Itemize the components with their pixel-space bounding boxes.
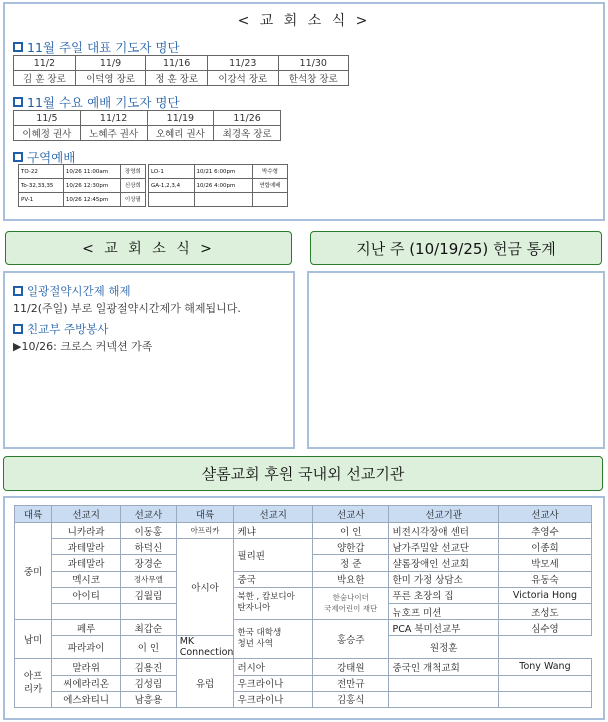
- church-news-mid-panel: [3, 271, 295, 449]
- table-row: 씨에라리온 김성림 우크라이나 전만규: [15, 675, 592, 691]
- table-row: 중미 니카라과 이동홍 아프리카 케냐 이 인 비전시각장애 센터 추영수: [15, 523, 592, 539]
- district-worship-right-table: [148, 164, 288, 207]
- church-news-title-bar: < 교 회 소 식 >: [5, 231, 292, 265]
- square-bullet-icon: [13, 286, 23, 296]
- table-row: 뉴호프 미션 조성도: [15, 603, 592, 619]
- district-row: TO-22 10/26 11:00am 장영희: [19, 165, 146, 179]
- dst-notice-text: 11/2(주일) 부로 일광절약시간제가 해제됩니다.: [13, 302, 241, 315]
- wednesday-names-row: 이혜정 권사 노혜주 권사 오혜리 권사 최경옥 장로: [14, 126, 281, 141]
- district-row: [149, 193, 288, 207]
- offering-panel: [307, 271, 605, 449]
- sunday-names-row: 김 훈 장로 이덕영 장로 정 훈 장로 이강석 장로 한석창 장로: [14, 71, 349, 86]
- table-row: 파라과이 이 인 MK Connection 원정훈: [15, 636, 592, 659]
- offering-title-bar: 지난 주 (10/19/25) 헌금 통계: [310, 231, 602, 265]
- district-worship-left-table: [18, 164, 146, 207]
- sunday-prayer-table: [13, 55, 349, 86]
- mission-header-row: 대륙 선교지 선교사 대륙 선교지 선교사 선교기관 선교사: [15, 506, 592, 523]
- sunday-dates-row: 11/2 11/9 11/16 11/23 11/30: [14, 56, 349, 71]
- mission-table: [14, 505, 592, 708]
- square-bullet-icon: [13, 324, 23, 334]
- table-row: 과테말라 장경순 정 준 샬롬장애인 선교회 박모세: [15, 555, 592, 571]
- district-row: GA-1,2,3,4 10/26 4:00pm 연합예배: [149, 179, 288, 193]
- table-row: 멕시코 정사무엘 중국 박요한 한미 가정 상담소 유동숙: [15, 571, 592, 587]
- wednesday-prayer-title: 11월 수요 예배 기도자 명단: [13, 93, 180, 111]
- church-news-top-panel: [3, 2, 605, 221]
- wednesday-prayer-table: [13, 110, 281, 141]
- district-row: To-32,33,35 10/26 12:30pm 신상희: [19, 179, 146, 193]
- district-row: PV-1 10/26 12:45pm 이상필: [19, 193, 146, 207]
- district-worship-title: 구역예배: [13, 148, 75, 166]
- kitchen-service-text: ▶10/26: 크로스 커넥션 가족: [13, 340, 153, 353]
- square-bullet-icon: [13, 152, 23, 162]
- table-row: 아프리카 말라위 김용진 유럽 러시아 강태원 중국인 개척교회 Tony Wang: [15, 659, 592, 675]
- square-bullet-icon: [13, 42, 23, 52]
- church-news-header: < 교 회 소 식 >: [237, 13, 371, 29]
- table-row: 에스와티니 남흥용 우크라이나 김홍식: [15, 691, 592, 707]
- kitchen-service-title: 친교부 주방봉사: [13, 321, 108, 337]
- square-bullet-icon: [13, 97, 23, 107]
- wednesday-dates-row: 11/5 11/12 11/19 11/26: [14, 111, 281, 126]
- table-row: 아이티 김월림 북한 , 캄보디아 탄자니아 한숨나이더 국제어린이 재단 푸른 초장의 집 Victoria Hong: [15, 587, 592, 603]
- mission-title-bar: 샬롬교회 후원 국내외 선교기관: [3, 456, 603, 491]
- table-row: 과테말라 하덕신 아시아 필리핀 양한갑 남가주밀알 선교단 이종희: [15, 539, 592, 555]
- dst-notice-title: 일광절약시간제 해제: [13, 283, 131, 299]
- table-row: 남미 페루 최갑순 한국 대학생 청년 사역 홍승주 PCA 북미선교부 심수영: [15, 620, 592, 636]
- district-row: LO-1 10/21 6:00pm 박수형: [149, 165, 288, 179]
- sunday-prayer-title: 11월 주일 대표 기도자 명단: [13, 38, 180, 56]
